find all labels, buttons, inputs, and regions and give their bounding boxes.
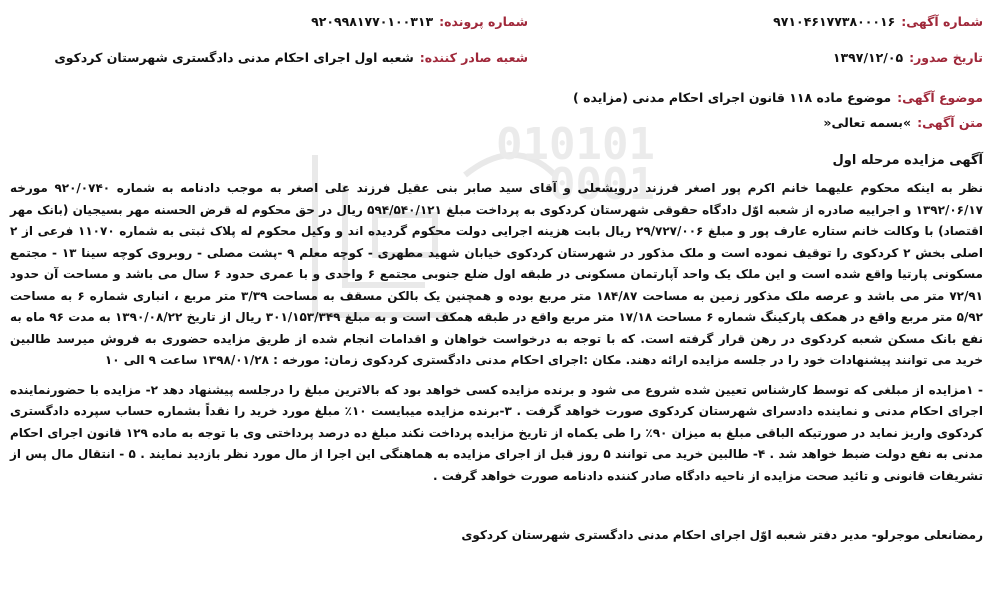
notice-number-row: [773, 14, 983, 29]
notice-header: [10, 8, 983, 76]
issue-date: ۱۳۹۷/۱۲/۰۵: [832, 50, 904, 65]
text-heading-row: [12, 115, 983, 130]
body-paragraph-2: - ۱مزایده از مبلغی که توسط کارشناس تعیین شده شروع می شود و برنده مزایده کسی خواهد بود که بالاترین مبلغ را درجلسه پیشنهاد دهد ۲- مزایده با حضورنماینده اجرای احکام مدنی و نماینده دادسرای شهرستان کردکوی صورت خواهد گرفت . ۳-برنده مزایده میبایست ۱۰٪ مبلغ مورد خرید را نقداً بشماره حساب سپرده دادگستری کردکوی واریز نماید در صورتیکه الباقی مبلغ به میزان ۹۰٪ را طی یکماه از تاریخ مزایده پرداخت نکند مبلغ ده درصد پرداختی وی با توجه به ماده ۱۲۹ قانون اجرای احکام مدنی به نفع دولت ضبط خواهد شد . ۴- طالبین خرید می توانند ۵ روز قبل از اجرای مزایده به هماهنگی این اجرا از مال مورد نظر بازدید نمایند . ۵ - انتقال مال پس از تشریفات قانونی و تائید صحت مزایده از ناحیه دادگاه صادر کننده دادنامه صورت خواهد گرفت .: [10, 382, 984, 483]
notice-number: ۹۷۱۰۴۶۱۷۷۳۸۰۰۰۱۶: [773, 14, 896, 29]
watermark-digits-line2: 0001: [549, 159, 655, 210]
auction-title: آگهی مزایده مرحله اول: [832, 153, 983, 168]
text-heading-value: »بسمه تعالی«: [823, 115, 912, 130]
body-paragraph-1: نظر به اینکه محکوم علیهما خانم اکرم پور اصغر فرزند درویشعلی و آقای سید صابر بنی عقیل فرزند علی اصغر به موجب دادنامه به شماره ۹۲۰/۰۷۴۰ مورخه ۱۳۹۲/۰۶/۱۷ و اجراییه صادره از شعبه اوّل دادگاه حقوقی شهرستان کردکوی به پرداخت مبلغ ۵۹۴/۵۴۰/۱۲۱ ریال در حق محکوم له قرض الحسنه مهر بسیجیان (بانک مهر اقتصاد) با وکالت خانم ستاره عارف پور و مبلغ ۲۹/۷۲۷/۰۰۶ ریال بابت هزینه اجرایی دولت محکوم گردیده اند و وکیل محکوم له پلاک ثبتی به شماره ۱۱۰۷۰ فرعی از ۲ اصلی بخش ۲ کردکوی را توقیف نموده است و ملک مذکور در شهرستان کردکوی خیابان شهید مطهری - کوچه معلم ۹ -پشت مصلی - روبروی کوچه سینا ۱۳ - مجتمع مسکونی پارتیا واقع شده است و این ملک یک واحد آپارتمان مسکونی در طبقه اول ضلع جنوبی مجتمع ۶ واحدی و با عمری حدود ۶ سال می باشد و مساحت آن حدود ۷۲/۹۱ متر می باشد و عرصه ملک مذکور زمین به مساحت ۱۸۴/۸۷ متر مربع بوده و همچنین یک بالکن مسقف به مساحت ۳/۳۹ متر مربع ، انباری شماره ۶ به مساحت ۵/۹۲ متر مربع واقع در همکف پارکینگ شماره ۶ مساحت ۱۷/۱۸ متر مربع واقع در طبقه همکف است و به مبلغ ۳۰۱/۱۵۳/۳۴۹ ریال از تاریخ ۱۳۹۰/۰۸/۲۲ به مدت ۹۶ ماه به نفع بانک مسکن شعبه کردکوی در رهن قرار گرفته است. که با توجه به درخواست خواهان و اقدامات انجام شده از طریق مزایده حضوری به فروش میرسد طالبین خرید می توانند پیشنهادات خود را در جلسه مزایده ارائه دهند. مکان :اجرای احکام مدنی دادگستری کردکوی زمان: مورخه : ۱۳۹۸/۰۱/۲۸ ساعت ۹ الی ۱۰: [10, 181, 984, 367]
text-heading-label: متن آگهی:: [917, 115, 983, 130]
watermark-digits-line1: 010101: [496, 119, 655, 170]
notice-subject-block: [12, 90, 983, 140]
issuer-name: شعبه اول اجرای احکام مدنی دادگستری شهرستان کردکوی: [54, 50, 414, 65]
notice-body: [10, 178, 983, 487]
issuer-row: [54, 50, 528, 65]
signature-line: رمضانعلی موجرلو- مدیر دفتر شعبه اوّل اجرای احکام مدنی دادگستری شهرستان کردکوی: [461, 528, 983, 542]
subject-row: [12, 90, 983, 105]
issue-date-row: [833, 50, 983, 65]
case-number-label: شماره پرونده:: [439, 14, 528, 29]
case-number: ۹۲۰۹۹۸۱۷۷۰۱۰۰۳۱۳: [311, 14, 434, 29]
subject-label: موضوع آگهی:: [897, 90, 983, 105]
issuer-label: شعبه صادر کننده:: [419, 50, 528, 65]
subject-value: موضوع ماده ۱۱۸ قانون اجرای احکام مدنی (مزایده ): [573, 90, 892, 105]
case-number-row: [311, 14, 528, 29]
notice-number-label: شماره آگهی:: [901, 14, 983, 29]
issue-date-label: تاریخ صدور:: [909, 50, 983, 65]
